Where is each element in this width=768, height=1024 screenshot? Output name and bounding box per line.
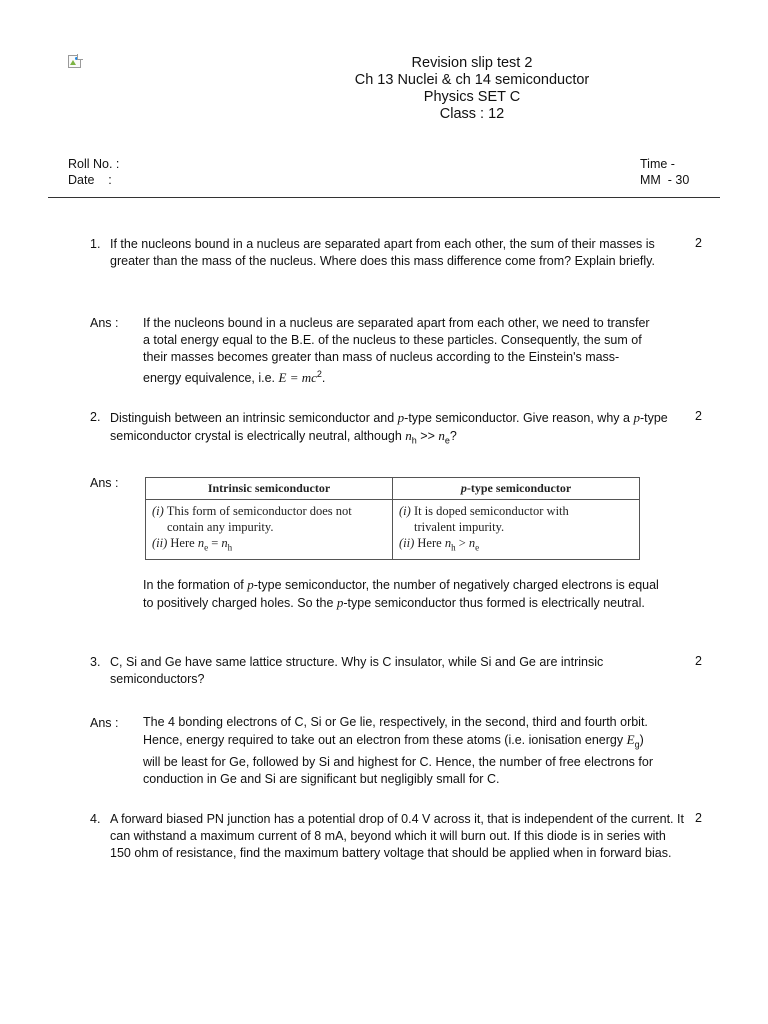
class-line: Class : 12 <box>439 106 505 122</box>
question-text: A forward biased PN junction has a potential drop of 0.4 V across it, that is independent of the current. It can withstand a maximum current of 8 mA, beyond which it will burn out. If this diode is in series with 150 ohm of resistance, find the maximum battery voltage that should be applied when in forward bias. <box>110 812 684 860</box>
period: . <box>321 371 326 386</box>
italic-p: p <box>633 410 640 425</box>
text: -type semiconductor thus formed is electrically neutral. <box>343 596 645 610</box>
italic-p: p <box>397 410 405 425</box>
italic-n: n <box>221 536 228 550</box>
question-marks: 2 <box>695 409 702 423</box>
question-marks: 2 <box>695 236 702 250</box>
comparison-table <box>145 477 640 560</box>
header-divider <box>48 197 720 198</box>
text: ) will be least for Ge, followed by Si and highest for C. Hence, the number of free electrons for conduction in Ge and Si are significant but negligibly small for C. <box>143 733 653 786</box>
text: Here <box>170 536 198 550</box>
subject-line: Physics SET C <box>423 89 521 105</box>
subscript: e <box>444 435 450 446</box>
italic-p: p <box>247 577 254 592</box>
subscript: h <box>451 542 456 553</box>
italic-p: p <box>460 481 467 495</box>
text: = <box>208 536 222 550</box>
time-label: Time - <box>640 157 675 171</box>
subscript: e <box>204 542 209 553</box>
question-3 <box>90 654 684 688</box>
question-1 <box>90 236 684 270</box>
cell-line: contain any impurity. <box>167 520 274 534</box>
roman-numeral: (ii) <box>399 536 415 550</box>
subscript: h <box>227 542 233 553</box>
roman-numeral: (i) <box>152 504 164 518</box>
roman-numeral: (ii) <box>152 536 168 550</box>
answer-label: Ans : <box>90 476 119 490</box>
question-text <box>110 409 684 450</box>
question-number: 1. <box>90 237 101 251</box>
question-text: C, Si and Ge have same lattice structure. Why is C insulator, while Si and Ge are intrinsic semiconductors? <box>110 655 604 686</box>
question-number: 2. <box>90 410 101 424</box>
text: Distinguish between an intrinsic semiconductor and <box>110 411 398 425</box>
cell-line <box>399 503 633 519</box>
text: Here <box>417 536 445 550</box>
italic-n: n <box>197 536 205 550</box>
table-cell-ptype <box>393 500 640 560</box>
italic-e: E <box>626 732 635 747</box>
cell-line <box>399 535 633 556</box>
table-row <box>146 500 640 560</box>
italic-n: n <box>438 428 445 443</box>
formula: E = mc <box>278 370 317 386</box>
question-marks: 2 <box>695 654 702 668</box>
italic-n: n <box>468 536 476 550</box>
italic-n: n <box>444 536 452 550</box>
roll-no-label: Roll No. : <box>68 157 120 171</box>
test-header <box>260 55 684 123</box>
exam-info <box>640 156 689 188</box>
answer-label: Ans : <box>90 716 119 730</box>
text: The 4 bonding electrons of C, Si or Ge lie, respectively, in the second, third and fourth orbit. Hence, energy required to take out an electron from these atoms (i.e. ionisation energy <box>143 715 648 747</box>
answer-3 <box>143 714 663 788</box>
answer-2 <box>143 576 663 612</box>
table-cell-intrinsic <box>146 500 393 560</box>
answer-1 <box>143 315 653 387</box>
subscript: g <box>634 739 640 750</box>
table-header-intrinsic: Intrinsic semiconductor <box>146 478 393 500</box>
text: -type semiconductor, the number of negatively charged electrons is equal to positively charged holes. So the <box>143 578 659 610</box>
text: -type semiconductor <box>466 481 572 495</box>
question-text: If the nucleons bound in a nucleus are separated apart from each other, the sum of their masses is greater than the mass of the nucleus. Where does this mass difference come from? Explain briefly. <box>110 237 655 268</box>
question-number: 4. <box>90 812 101 826</box>
text: In the formation of <box>143 578 248 592</box>
cell-line: trivalent impurity. <box>414 520 505 534</box>
answer-label: Ans : <box>90 316 119 330</box>
question-2 <box>90 409 684 450</box>
max-marks-label: MM - 30 <box>640 173 690 187</box>
question-number: 3. <box>90 655 101 669</box>
table-header-row <box>146 478 640 500</box>
answer-text: If the nucleons bound in a nucleus are separated apart from each other, we need to transfer a total energy equal to the B.E. of the nucleus to these particles. Consequently, the sum of their masses becomes greater than mass of nucleus according to the Einstein's mass-energy equivalence, i.e. <box>143 316 650 386</box>
text: > <box>455 536 469 550</box>
chapters-line: Ch 13 Nuclei & ch 14 semiconductor <box>354 72 590 88</box>
subscript: h <box>411 435 417 446</box>
question-4 <box>90 811 684 862</box>
roman-numeral: (i) <box>399 504 411 518</box>
text: >> <box>416 429 439 443</box>
question-marks: 2 <box>695 811 702 825</box>
text: -type semiconductor. Give reason, why a <box>404 411 634 425</box>
subscript: e <box>475 542 480 553</box>
broken-image-icon <box>68 55 82 69</box>
text: ? <box>449 429 457 443</box>
text: -type semiconductor crystal is electrically neutral, although <box>110 411 668 443</box>
italic-p: p <box>336 595 344 610</box>
cell-line <box>152 503 386 519</box>
cell-line <box>152 535 386 556</box>
text: This form of semiconductor does not <box>166 504 352 518</box>
text: It is doped semiconductor with <box>413 504 569 518</box>
date-label: Date : <box>68 173 112 187</box>
italic-n: n <box>405 428 412 443</box>
student-info <box>68 156 119 188</box>
superscript: 2 <box>316 369 322 379</box>
test-title: Revision slip test 2 <box>411 55 533 71</box>
table-header-ptype <box>393 478 640 500</box>
